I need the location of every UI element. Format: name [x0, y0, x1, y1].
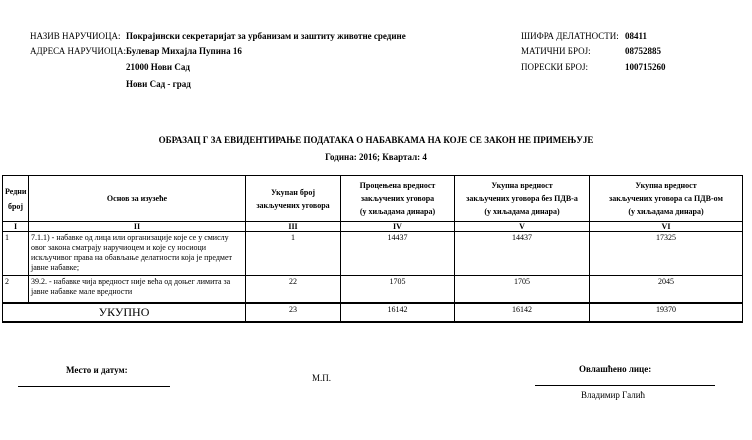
row-without-vat: 14437	[455, 232, 590, 276]
total-with-vat: 19370	[590, 303, 743, 322]
total-count: 23	[246, 303, 341, 322]
row-with-vat: 2045	[590, 276, 743, 303]
form-title: ОБРАЗАЦ Г ЗА ЕВИДЕНТИРАЊЕ ПОДАТАКА О НАБАВКАМА НА КОЈЕ СЕ ЗАКОН НЕ ПРИМЕЊУЈЕ	[158, 135, 594, 145]
row-with-vat: 17325	[590, 232, 743, 276]
client-address-line1: Булевар Михајла Пупина 16	[126, 46, 242, 56]
col-header-basis: Основ за изузеће	[29, 176, 246, 222]
row-without-vat: 1705	[455, 276, 590, 303]
client-address-line3: Нови Сад - град	[126, 79, 191, 89]
form-period: Година: 2016; Квартал: 4	[325, 152, 427, 162]
roman-cell: II	[29, 222, 246, 232]
authorized-label: Овлашћено лице:	[579, 364, 652, 374]
place-date-line	[18, 386, 170, 387]
tax-number-value: 100715260	[625, 62, 666, 72]
table-row	[3, 232, 743, 276]
place-date-label: Место и датум:	[66, 365, 128, 375]
col-header-without-vat: Укупна вредност закључених уговора без ПДВ-а (у хиљадама динара)	[455, 176, 590, 222]
row-estimated: 14437	[341, 232, 455, 276]
roman-numeral-row	[3, 222, 743, 232]
row-count: 1	[246, 232, 341, 276]
col-header-no: Редни број	[3, 176, 29, 222]
roman-cell: IV	[341, 222, 455, 232]
activity-code-label: ШИФРА ДЕЛАТНОСТИ:	[521, 31, 619, 41]
reg-number-value: 08752885	[625, 46, 661, 56]
col-header-with-vat: Укупна вредност закључених уговора са ПДВ-ом (у хиљадама динара)	[590, 176, 743, 222]
row-estimated: 1705	[341, 276, 455, 303]
total-estimated: 16142	[341, 303, 455, 322]
client-name-value: Покрајински секретаријат за урбанизам и заштиту животне средине	[126, 31, 406, 41]
table-row	[3, 276, 743, 303]
procurement-table	[2, 175, 743, 323]
authorized-name: Владимир Галић	[581, 390, 646, 400]
col-header-estimated: Процењена вредност закључених уговора (у хиљадама динара)	[341, 176, 455, 222]
col-header-count: Укупан број закључених уговора	[246, 176, 341, 222]
total-label: УКУПНО	[3, 303, 246, 322]
activity-code-value: 08411	[625, 31, 648, 41]
roman-cell: III	[246, 222, 341, 232]
total-row	[3, 303, 743, 322]
total-without-vat: 16142	[455, 303, 590, 322]
signature-line	[535, 385, 715, 386]
row-number: 1	[3, 232, 29, 276]
roman-cell: VI	[590, 222, 743, 232]
roman-cell: V	[455, 222, 590, 232]
roman-cell: I	[3, 222, 29, 232]
row-basis: 39.2. - набавке чија вредност није већа од доњег лимита за јавне набавке мале вредности	[29, 276, 246, 303]
stamp-label: М.П.	[312, 373, 332, 383]
row-number: 2	[3, 276, 29, 303]
row-count: 22	[246, 276, 341, 303]
reg-number-label: МАТИЧНИ БРОЈ:	[521, 46, 591, 56]
row-basis: 7.1.1) - набавке од лица или организације које се у смислу овог закона сматрају наручиоцем и које су носиоци искључивог права на обављање делатности која је предмет јавне набавке;	[29, 232, 246, 276]
client-address-label: АДРЕСА НАРУЧИОЦА:	[30, 46, 126, 56]
table-header-row	[3, 176, 743, 222]
tax-number-label: ПОРЕСКИ БРОЈ:	[521, 62, 589, 72]
client-address-line2: 21000 Нови Сад	[126, 62, 190, 72]
client-name-label: НАЗИВ НАРУЧИОЦА:	[30, 31, 121, 41]
